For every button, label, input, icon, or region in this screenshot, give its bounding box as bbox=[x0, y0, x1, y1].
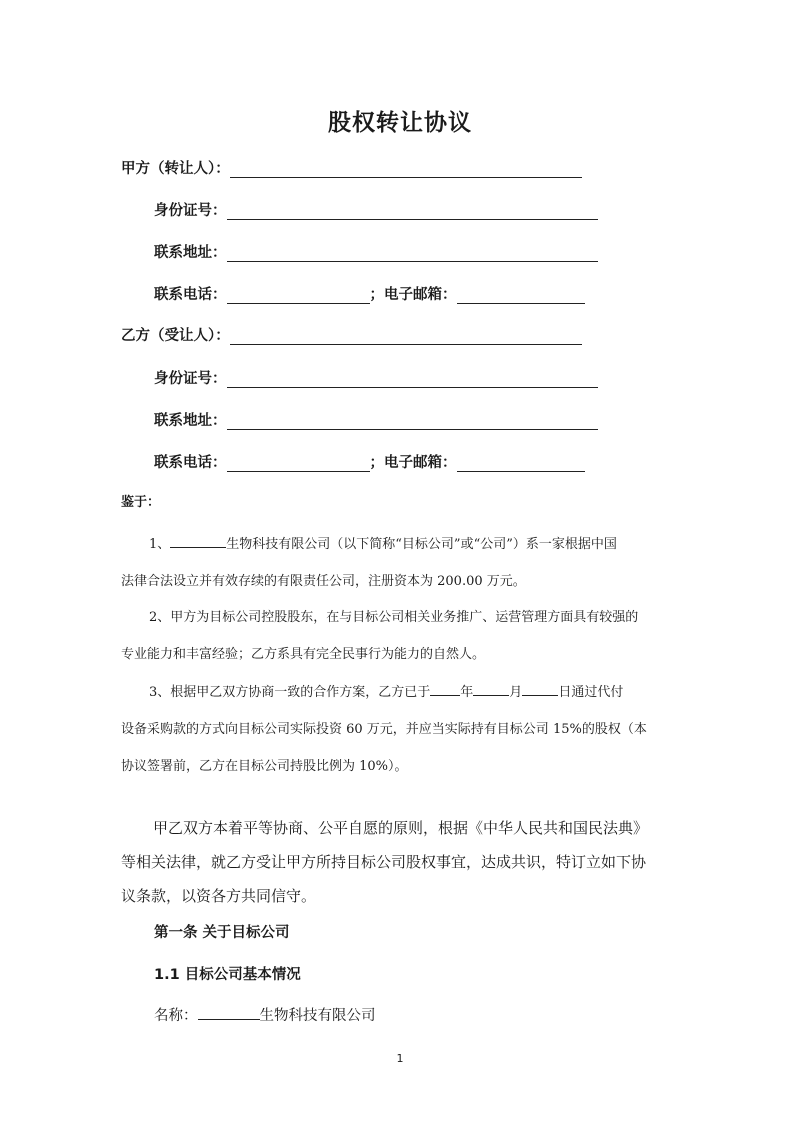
party-a-address-blank bbox=[227, 245, 598, 262]
party-a-label: 甲方（转让人）： bbox=[121, 161, 230, 177]
year-label: 年 bbox=[460, 685, 474, 700]
intro-line-1: 甲乙双方本着平等协商、公平自愿的原则，根据《中华人民共和国民法典》 bbox=[153, 819, 649, 837]
clause-3-text-b: 日通过代付 bbox=[558, 685, 624, 700]
party-a-id-blank bbox=[227, 203, 598, 220]
party-a-row bbox=[121, 156, 582, 178]
party-a-name-blank bbox=[230, 161, 582, 178]
party-a-email-blank bbox=[457, 287, 585, 304]
intro-line-3: 议条款，以资各方共同信守。 bbox=[121, 887, 317, 905]
clause-1-prefix: 1、 bbox=[149, 537, 171, 552]
company-name-suffix: 生物科技有限公司 bbox=[259, 1008, 376, 1024]
party-a-contact-row bbox=[154, 282, 585, 304]
party-b-name-blank bbox=[230, 328, 582, 345]
whereas-heading bbox=[121, 488, 160, 510]
month-blank bbox=[473, 681, 509, 696]
party-a-phone-blank bbox=[227, 287, 370, 304]
party-b-address-blank bbox=[227, 413, 598, 430]
page-number: 1 bbox=[396, 1052, 404, 1065]
party-b-id-row bbox=[154, 366, 598, 388]
party-b-email-label: ；电子邮箱： bbox=[369, 455, 457, 471]
party-a-phone-label: 联系电话： bbox=[154, 287, 227, 303]
party-b-email-blank bbox=[457, 455, 585, 472]
day-blank bbox=[522, 681, 558, 696]
clause-3-line-2: 设备采购款的方式向目标公司实际投资 60 万元，并应当实际持有目标公司 15%的股权（本 bbox=[121, 722, 647, 737]
party-b-phone-label: 联系电话： bbox=[154, 455, 227, 471]
company-name-label: 名称： bbox=[154, 1008, 198, 1024]
clause-1-line-1 bbox=[121, 526, 681, 563]
party-b-row bbox=[121, 323, 582, 345]
clause-1 bbox=[121, 526, 681, 600]
section-1-1-heading: 1.1 目标公司基本情况 bbox=[154, 967, 301, 983]
party-a-id-label: 身份证号： bbox=[154, 203, 227, 219]
clause-1-line-2: 法律合法设立并有效存续的有限责任公司，注册资本为 200.00 万元。 bbox=[121, 574, 526, 589]
company-name-field-blank bbox=[198, 1005, 260, 1020]
year-blank bbox=[430, 681, 460, 696]
party-b-label: 乙方（受让人）： bbox=[121, 328, 230, 344]
party-a-id-row bbox=[154, 198, 598, 220]
clause-1-text: 生物科技有限公司（以下简称“目标公司”或“公司”）系一家根据中国 bbox=[226, 537, 617, 552]
clause-3-text-a: 3、根据甲乙双方协商一致的合作方案，乙方已于 bbox=[149, 685, 431, 700]
article-1-heading: 第一条 关于目标公司 bbox=[154, 925, 290, 941]
party-b-address-row bbox=[154, 408, 598, 430]
party-a-address-row bbox=[154, 240, 598, 262]
clause-3-line-1 bbox=[121, 674, 681, 711]
party-b-id-blank bbox=[227, 371, 598, 388]
party-a-address-label: 联系地址： bbox=[154, 245, 227, 261]
party-a-email-label: ；电子邮箱： bbox=[369, 287, 457, 303]
intro-line-2: 等相关法律，就乙方受让甲方所持目标公司股权事宜，达成共识，特订立如下协 bbox=[121, 853, 647, 871]
company-name-row bbox=[154, 1004, 376, 1025]
clause-2-line-2: 专业能力和丰富经验；乙方系具有完全民事行为能力的自然人。 bbox=[121, 647, 486, 662]
month-label: 月 bbox=[509, 685, 523, 700]
party-b-id-label: 身份证号： bbox=[154, 371, 227, 387]
intro-paragraph bbox=[121, 811, 701, 913]
clause-2 bbox=[121, 599, 681, 673]
clause-2-line-1: 2、甲方为目标公司控股股东，在与目标公司相关业务推广、运营管理方面具有较强的 bbox=[149, 610, 639, 625]
clause-3-line-3: 协议签署前，乙方在目标公司持股比例为 10%）。 bbox=[121, 759, 408, 774]
party-b-contact-row bbox=[154, 450, 585, 472]
party-b-address-label: 联系地址： bbox=[154, 413, 227, 429]
clause-3 bbox=[121, 674, 681, 785]
whereas-label: 鉴于： bbox=[121, 495, 161, 510]
document-title: 股权转让协议 bbox=[328, 110, 472, 136]
party-b-phone-blank bbox=[227, 455, 370, 472]
company-name-blank bbox=[170, 533, 226, 548]
